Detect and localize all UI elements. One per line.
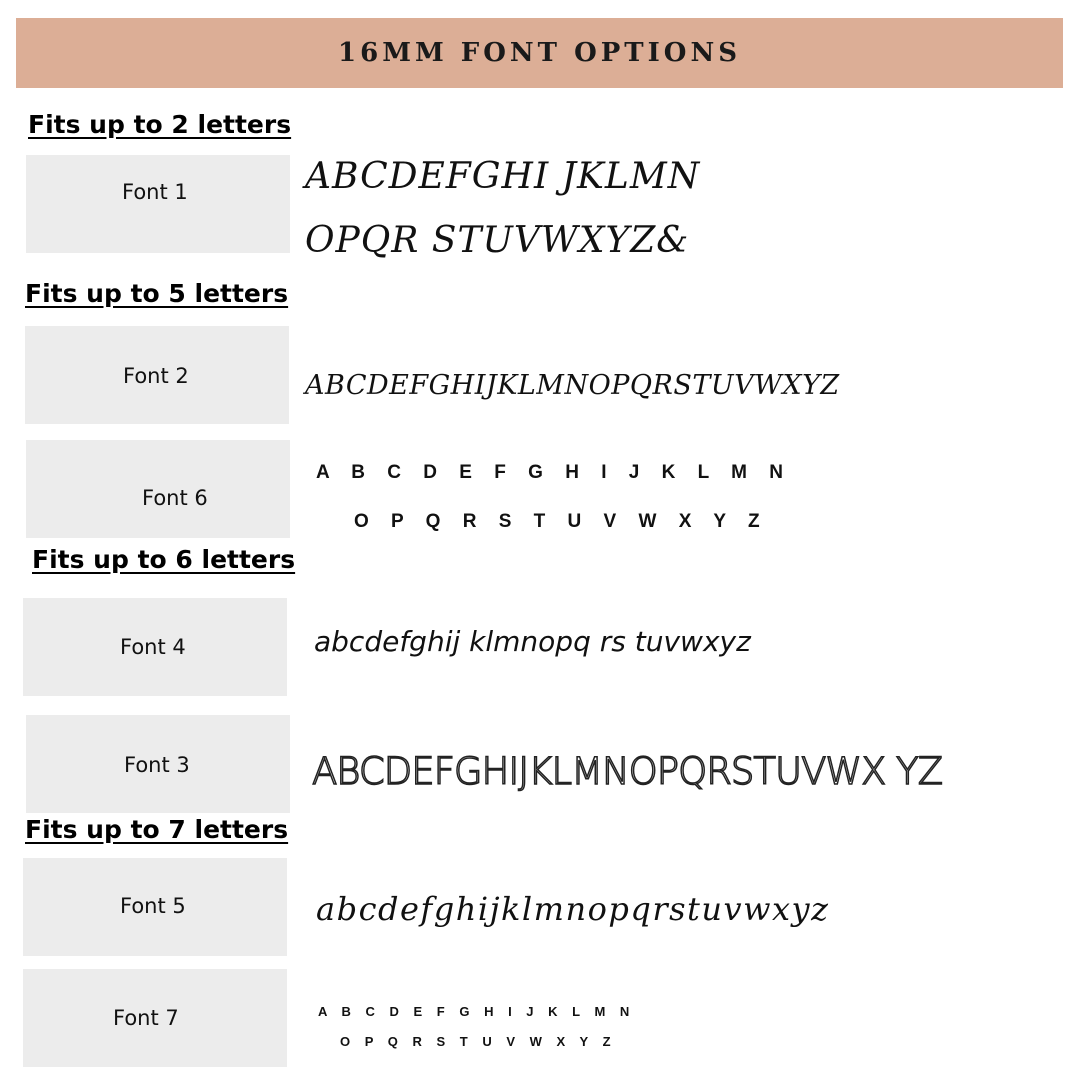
section-heading-2-letters: Fits up to 2 letters [28, 110, 292, 139]
title-banner [16, 18, 1063, 88]
font-3-label: Font 3 [124, 753, 190, 777]
font-4-label-box [23, 598, 287, 696]
font-1-sample-line-1: ABCDEFGHI JKLMN [305, 156, 701, 197]
font-3-sample: ABCDEFGHIJKLMNOPQRSTUVWX YZ [312, 750, 943, 793]
font-6-sample-line-2: O P Q R S T U V W X Y Z [354, 511, 760, 532]
font-7-label-box [23, 969, 287, 1067]
font-7-label: Font 7 [113, 1006, 179, 1030]
font-6-label: Font 6 [142, 486, 208, 510]
font-1-sample-line-2: OPQR STUVWXYZ& [305, 220, 690, 261]
font-5-sample: abcdefghijklmnopqrstuvwxyz [316, 890, 830, 928]
font-5-label-box [23, 858, 287, 956]
section-heading-6-letters: Fits up to 6 letters [32, 545, 296, 574]
font-3-label-box [26, 715, 290, 813]
section-heading-7-letters: Fits up to 7 letters [25, 815, 289, 844]
font-1-label: Font 1 [122, 180, 188, 204]
font-4-sample: abcdefghij klmnopq rs tuvwxyz [314, 625, 751, 658]
font-2-label-box [25, 326, 289, 424]
font-7-sample-line-2: O P Q R S T U V W X Y Z [340, 1034, 611, 1049]
font-7-sample-line-1: A B C D E F G H I J K L M N [318, 1004, 630, 1019]
font-6-label-box [26, 440, 290, 538]
font-2-sample: ABCDEFGHIJKLMNOPQRSTUVWXYZ [305, 370, 840, 401]
font-2-label: Font 2 [123, 364, 189, 388]
font-4-label: Font 4 [120, 635, 186, 659]
font-6-sample-line-1: A B C D E F G H I J K L M N [316, 462, 783, 483]
section-heading-5-letters: Fits up to 5 letters [25, 279, 289, 308]
font-5-label: Font 5 [120, 894, 186, 918]
font-1-label-box [26, 155, 290, 253]
page-title: 16MM FONT OPTIONS [338, 38, 741, 68]
